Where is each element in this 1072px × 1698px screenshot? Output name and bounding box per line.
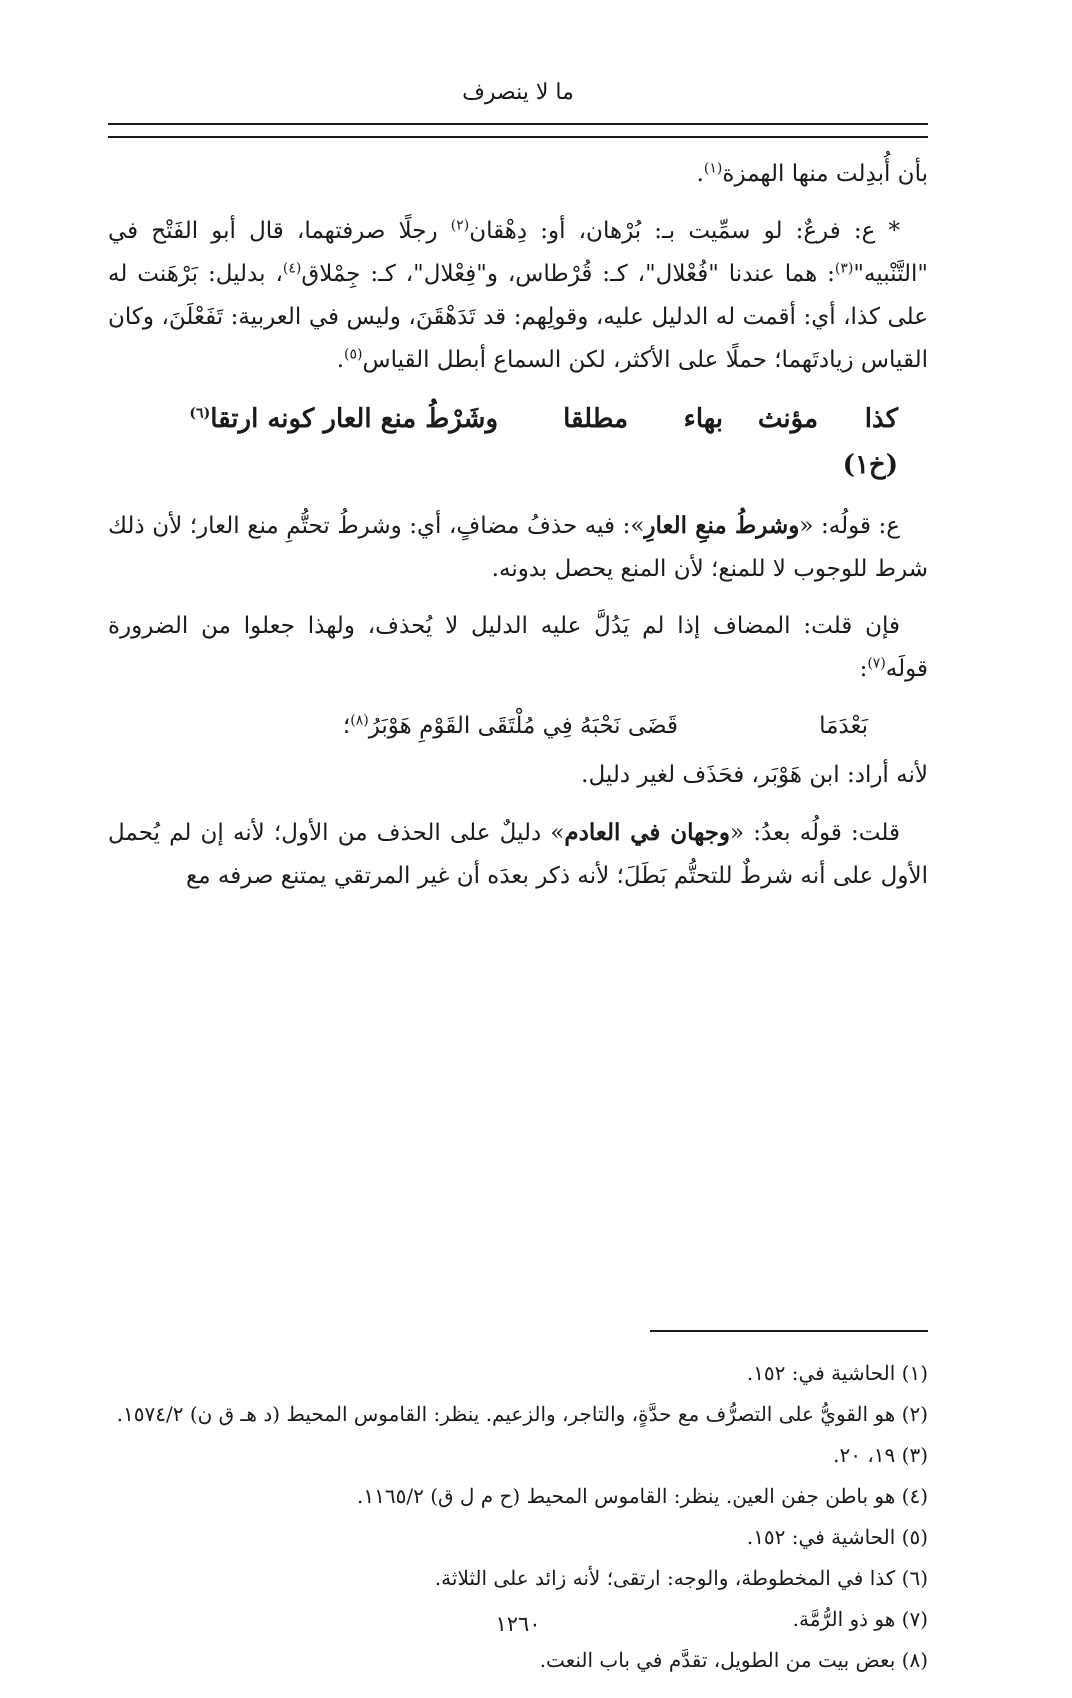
paragraph-6: قلت: قولُه بعدُ: «وجهان في العادم» دليلٌ على الحذف من الأول؛ لأنه إن لم يُحمل الأول على أنه شرطٌ للتحتُّم بَطَلَ؛ لأنه ذكر بعدَه أن غير المرتقي يمتنع صرفه مع [108,819,928,889]
footnote: (٤) هو باطن جفن العين. ينظر: القاموس المحيط (ح م ل ق) ١١٦٥/٢. [357,1484,928,1508]
footnote: (٦) كذا في المخطوطة، والوجه: ارتقى؛ لأنه زائد على الثلاثة. [434,1566,928,1590]
footnote: (٣) ١٩، ٢٠. [833,1443,928,1467]
paragraph-3: ع: قولُه: «وشرطُ منعِ العارِ»: فيه حذفُ مضافٍ، أي: وشرطُ تحتُّمِ منع العار؛ لأن ذلك شرط للوجوب لا للمنع؛ لأن المنع يحصل بدونه. [108,512,928,582]
footnote-ref[interactable]: (٥) [344,346,363,363]
verse-source: (خ١) [842,450,898,480]
footnote-ref[interactable]: (٤) [282,260,302,277]
footnote-ref[interactable]: (٢) [450,217,470,234]
footnote: (٧) هو ذو الرُّمَّة. [792,1607,928,1631]
footnote-ref[interactable]: (٣) [834,260,854,277]
verse-second-hemistich: وشَرْطُ منع العار كونه ارتقا$^{(٦)}$ [189,404,498,434]
paragraph-4: فإن قلت: المضاف إذا لم يَدُلَّ عليه الدليل لا يُحذف، ولهذا جعلوا من الضرورة قولَه$^{(٧)}$: [108,613,928,682]
verse-word: بهاء [683,404,723,434]
poem-second-hemistich: قَضَى نَحْبَهُ فِي مُلْتَقَى القَوْمِ هَوْبَرُ$^{(٨)}$؛ [342,712,678,739]
footnote-ref[interactable]: (٧) [867,655,886,672]
footnote: (٢) هو القويُّ على التصرُّف مع حدَّةٍ، والتاجر، والزعيم. ينظر: القاموس المحيط (د هـ ق ن) ١٥٧٤/٢. [116,1402,928,1426]
quoted-term: وشرطُ منعِ العارِ [644,512,800,539]
footnote-ref[interactable]: (١) [703,160,723,177]
paragraph-2: * ع: فرعٌ: لو سمِّيت بـ: بُرْهان، أو: دِهْقان$^{(٢)}$ رجلًا صرفتهما، قال أبو الفَتْح في "التَّنْبيه"$^{(٣)}$: هما عندنا "فُعْلال"، كـ: قُرْطاس، و"فِعْلال"، كـ: جِمْلاق$^{(٤)}$، بدليل: بَرْهَنت له على كذا، أي: أقمت له الدليل عليه، وقولِهم: قد تَدَهْقَنَ، وليس في العربية: تَفَعْلَنَ، وكان القياس زيادتَهما؛ حملًا على الأكثر، لكن السماع أبطل القياس$^{(٥)}$. [108,217,929,373]
footnote-ref[interactable]: (٦) [189,405,211,422]
verse-word: مطلقا [563,404,628,434]
poem-first-hemistich: بَعْدَمَا [819,713,868,739]
page-number: ١٢٦٠ [495,1612,541,1636]
header-rule-bottom [108,136,928,138]
running-header: ما لا ينصرف [462,80,574,105]
quoted-term: وجهان في العادم [564,819,731,846]
main-text [108,153,928,912]
footnote-ref[interactable]: (٨) [350,712,369,729]
paragraph-5: لأنه أراد: ابن هَوْبَر، فحَذَف لغير دليل. [581,762,928,788]
alfiyya-verse [108,396,928,488]
verse-word: كذا [864,404,898,434]
footnote: (٨) بعض بيت من الطويل، تقدَّم في باب النعت. [539,1648,928,1672]
footnote: (٥) الحاشية في: ١٥٢. [746,1525,928,1549]
paragraph-1: بأن أُبدِلت منها الهمزة$^{(١)}$. [696,160,928,187]
verse-word: مؤنث [757,404,818,434]
header-rule-top [108,123,928,125]
verse-line [108,396,928,442]
footnote-separator [650,1330,928,1332]
poetry-quote [108,705,928,748]
footnote: (١) الحاشية في: ١٥٢. [746,1361,928,1385]
